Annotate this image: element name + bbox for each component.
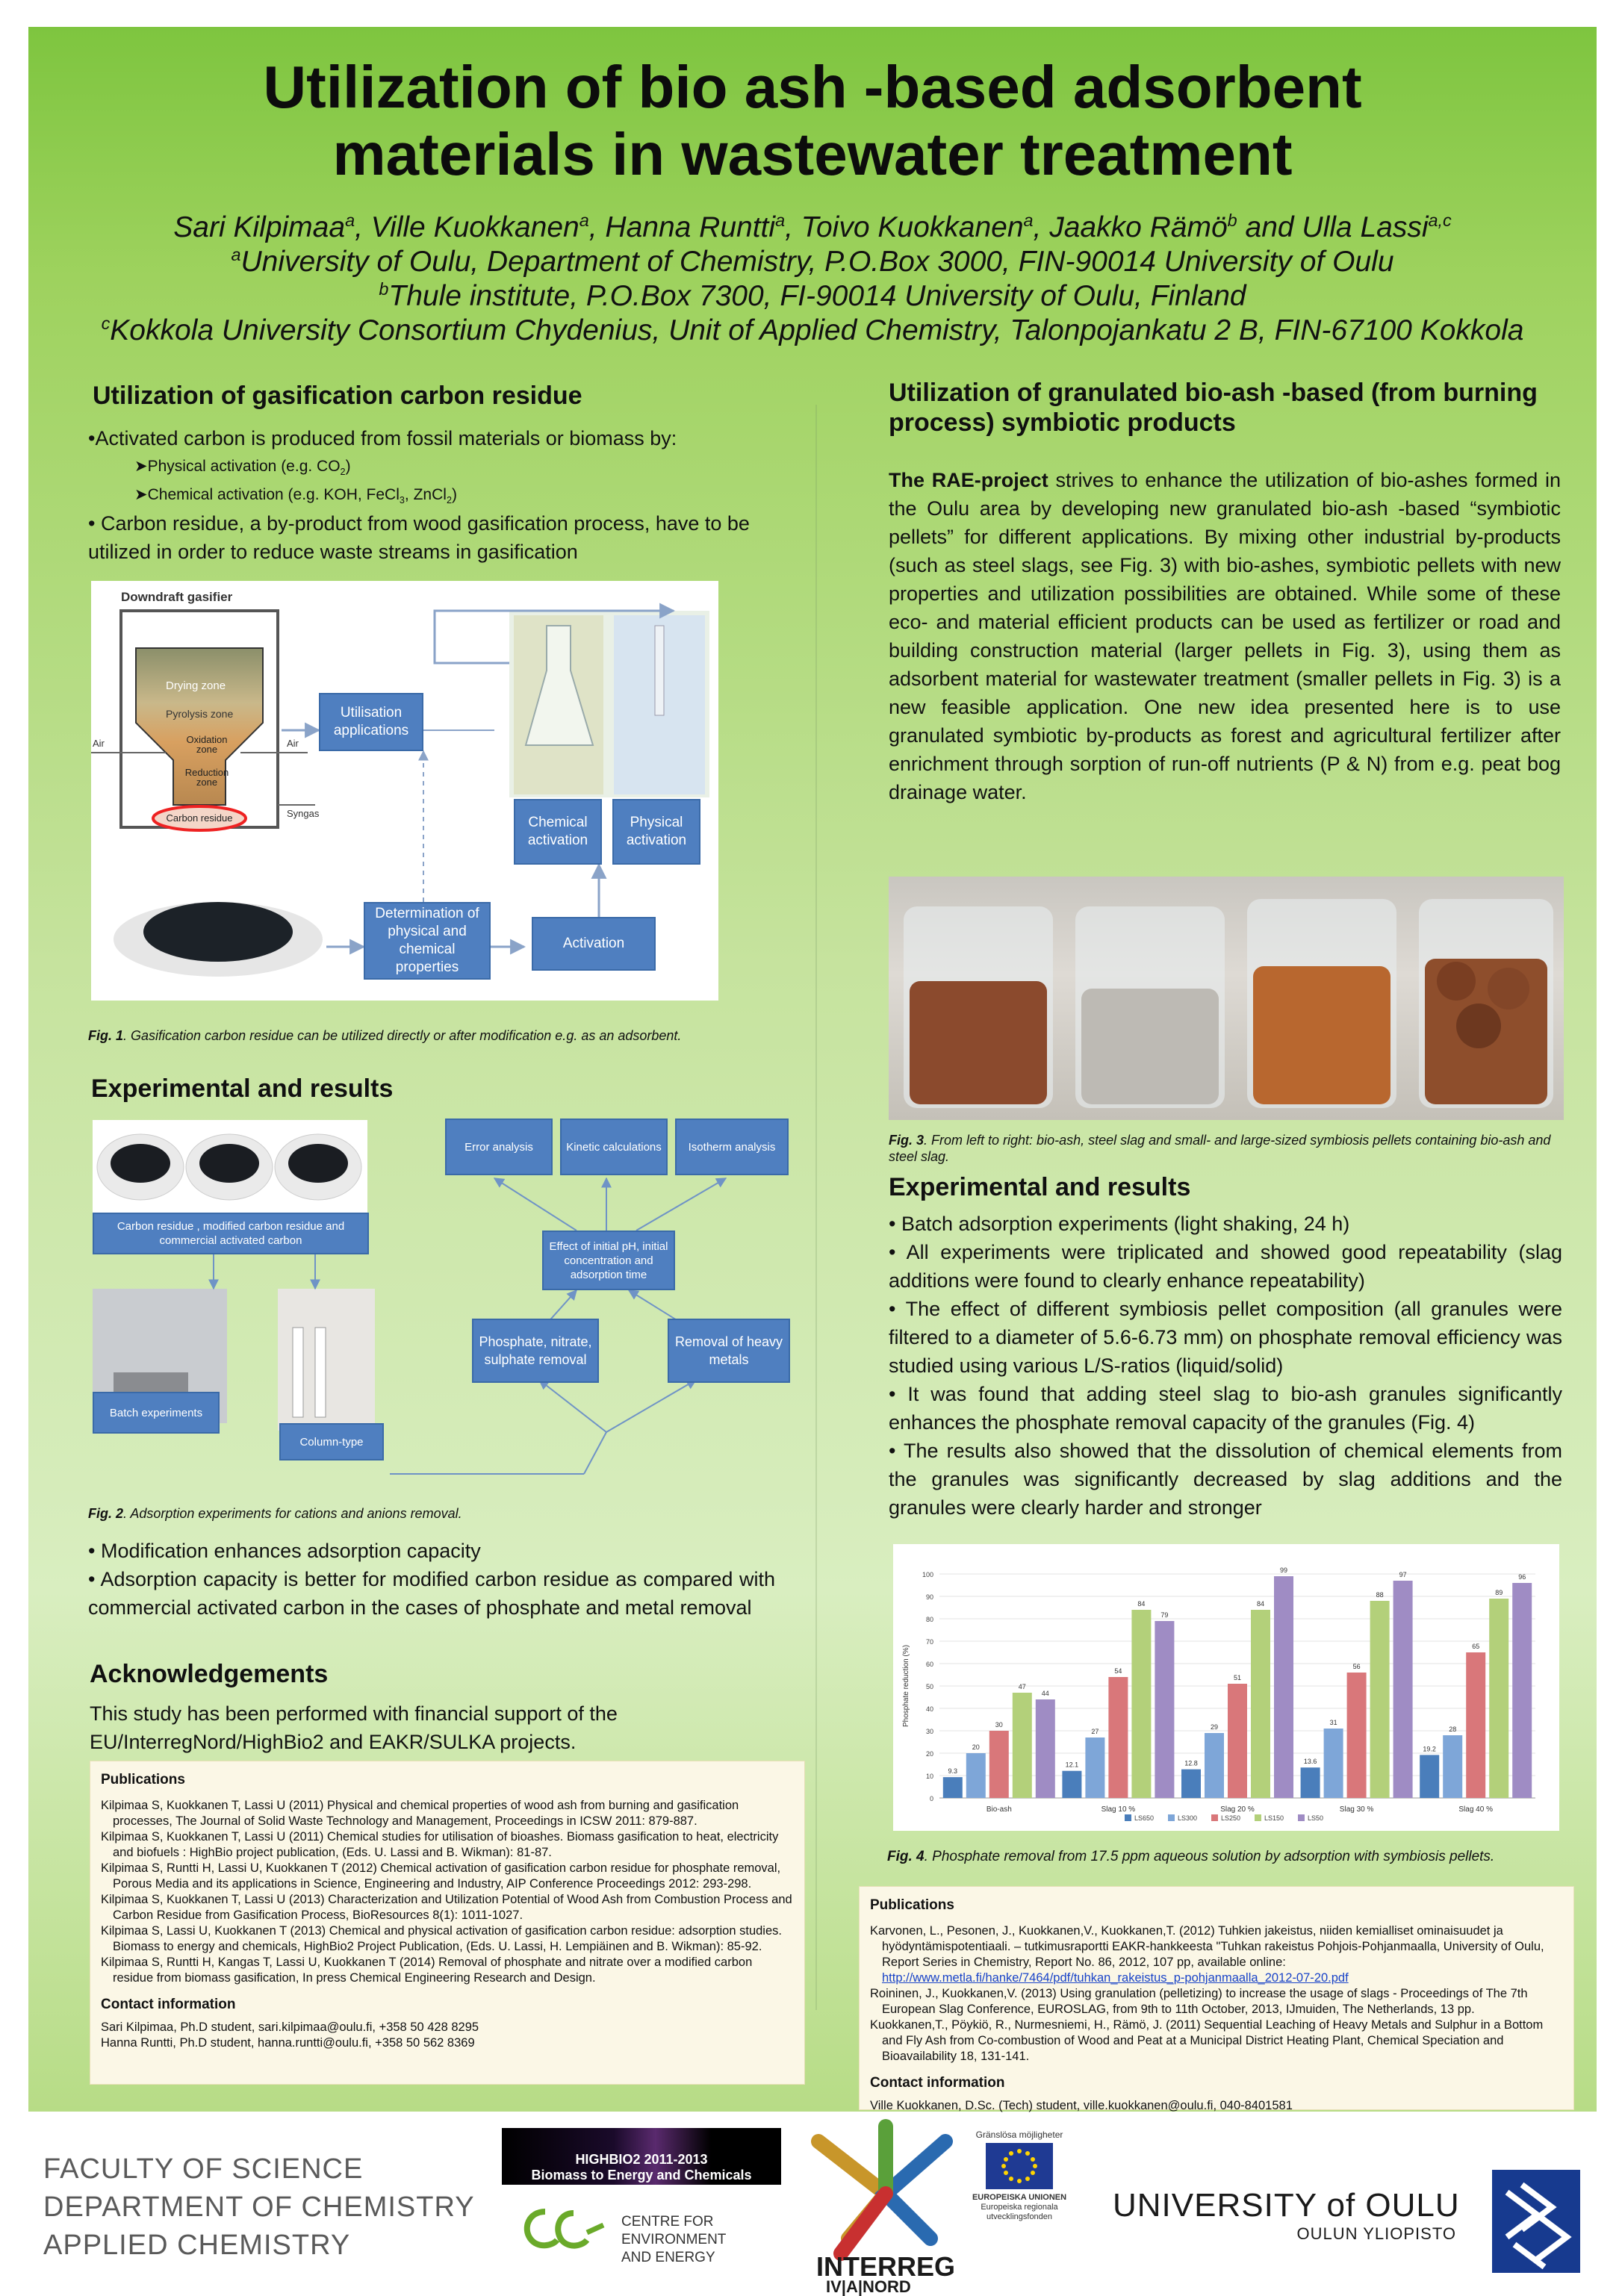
section-heading-experimental-left: Experimental and results (91, 1074, 394, 1103)
box-utilisation: Utilisation applications (319, 693, 423, 751)
zone-drying: Drying zone (166, 679, 226, 692)
interreg-subtext: IV|A|NORD (826, 2277, 911, 2296)
data-label: 12.1 (1065, 1761, 1079, 1769)
bar-LS50-4 (1512, 1583, 1532, 1798)
bar-LS50-3 (1393, 1581, 1413, 1798)
zone-reduction: Reduction zone (184, 767, 229, 788)
x-tick-label: Bio-ash (986, 1805, 1012, 1814)
capacity-bullet: • Adsorption capacity is better for modified carbon residue as compared with commercial activated carbon in the cases of phosphate and metal removal (88, 1568, 775, 1619)
zone-carbon-residue: Carbon residue (166, 812, 233, 824)
phosphate-removal-chart (893, 1544, 1559, 1831)
bar-LS300-0 (966, 1753, 986, 1798)
tube-icon (655, 626, 664, 715)
results-bullets (889, 1210, 1562, 1522)
pub-right-1: Karvonen, L., Pesonen, J., Kuokkanen,V., Kuokkanen,T. (2012) Tuhkien jakeistus, niiden kemialliset ominaisuudet ja hyödyntämispotentiaali. – tutkimusraportti EAKR-hankkeesta "Tuhkan rakeistus Pohjois-Pohjanmaalla, University of Oulu, Report Series in Chemistry, Report No. 86, 2012, 107 pp, available online: (870, 1924, 1544, 1969)
data-label: 44 (1041, 1690, 1049, 1697)
result-bullet-2: • All experiments were triplicated and showed good repeatability (slag additions were found to clearly enhance repeatability) (889, 1241, 1562, 1292)
eu-text-2: Europeiska regionala (981, 2203, 1058, 2212)
box-chemical-activation: Chemical activation (514, 799, 602, 865)
cee-logo (515, 2203, 769, 2265)
bar-LS250-3 (1347, 1673, 1367, 1798)
legend-swatch (1168, 1814, 1175, 1821)
modification-text (88, 1537, 775, 1622)
faculty-line-1: FACULTY OF SCIENCE (43, 2153, 364, 2185)
poster-background (28, 27, 1597, 2112)
pub-left-4: Kilpimaa S, Kuokkanen T, Lassi U (2013) Characterization and Utilization Potential of Wood Ash from Combustion Process and Carbon Residue from Gasification Process, BioResources 8(1): 1011-1027. (101, 1893, 792, 1922)
author-6: and Ulla Lassi (1245, 211, 1429, 243)
university-emblem-icon (1492, 2170, 1580, 2273)
box-kinetic: Kinetic calculations (560, 1119, 668, 1175)
interreg-emblem (796, 2119, 975, 2261)
figure-4-chart (893, 1544, 1559, 1831)
author-3: Hanna Runtti (605, 211, 776, 243)
figure-2 (91, 1119, 811, 1489)
bar-LS150-3 (1370, 1601, 1390, 1798)
zone-pyrolysis: Pyrolysis zone (166, 708, 234, 720)
y-tick-label: 30 (925, 1728, 933, 1735)
box-batch: Batch experiments (93, 1392, 220, 1434)
figure-3-caption: Fig. 3. From left to right: bio-ash, steel slag and small- and large-sized symbiosis pellets containing bio-ash and steel slag. (889, 1133, 1551, 1164)
data-label: 19.2 (1423, 1745, 1436, 1753)
pub-left-6: Kilpimaa S, Runtti H, Kangas T, Lassi U, Kuokkanen T (2014) Removal of phosphate and nitrate over a modified carbon residue from biomass gasification, In press Chemical Engineering Research and Design. (101, 1956, 753, 1985)
column-divider (815, 405, 817, 2010)
author-5: Jaakko Rämö (1049, 211, 1228, 243)
y-tick-label: 0 (929, 1795, 933, 1802)
figure-1 (91, 581, 718, 1001)
bar-LS300-4 (1443, 1735, 1462, 1798)
affiliation-a: $^a$University of Oulu, Department of Chemistry, P.O.Box 3000, FIN-90014 University of Oulu (231, 245, 1394, 278)
data-label: 84 (1256, 1600, 1265, 1608)
box-activation: Activation (532, 917, 656, 971)
author-block (28, 211, 1597, 348)
faculty-line-2: DEPARTMENT OF CHEMISTRY (43, 2191, 475, 2223)
publications-right-title: Publications (870, 1897, 954, 1913)
bar-LS650-3 (1301, 1767, 1320, 1798)
publications-right (859, 1886, 1574, 2110)
data-label: 47 (1018, 1683, 1026, 1690)
pub-right-link[interactable]: http://www.metla.fi/hanke/7464/pdf/tuhkan_rakeistus_p-pohjanmaalla_2012-07-20.pdf (882, 1971, 1349, 1985)
box-error-analysis: Error analysis (445, 1119, 553, 1175)
data-label: 96 (1518, 1573, 1526, 1581)
data-label: 79 (1160, 1611, 1169, 1619)
box-column-type: Column-type (279, 1423, 384, 1460)
university-emblem (1492, 2170, 1580, 2273)
section-heading-granulated: Utilization of granulated bio-ash -based (from burning process) symbiotic products (889, 379, 1538, 437)
eu-logo (971, 2129, 1068, 2241)
y-tick-label: 90 (925, 1593, 933, 1601)
activated-carbon-text: •Activated carbon is produced from fossil materials or biomass by: (88, 427, 677, 449)
data-label: 27 (1091, 1728, 1099, 1735)
data-label: 65 (1472, 1643, 1480, 1650)
pub-right-3: Kuokkanen,T., Pöykiö, R., Nurmesniemi, H., Rämö, J. (2011) Sequential Leaching of Heavy Metals and Sulphur in a Bottom and Fly Ash from Co-combustion of Wood and Peat at a Municipal District Heating Plant, Chemical Speciation and Bioavailability 18, 131-141. (870, 2018, 1544, 2063)
gasifier-title: Downdraft gasifier (121, 590, 233, 604)
pub-left-3: Kilpimaa S, Runtti H, Lassi U, Kuokkanen T (2012) Chemical activation of gasification carbon residue for phosphate removal, Porous Media and its applications in Science, Engineering and Industry, AIP Conference Proceedings 2012: 293-298. (101, 1861, 781, 1891)
box-determination: Determination of physical and chemical properties (364, 902, 491, 980)
y-tick-label: 70 (925, 1638, 933, 1646)
bar-LS150-0 (1013, 1693, 1032, 1798)
box-physical-activation: Physical activation (612, 799, 700, 865)
box-isotherm: Isotherm analysis (675, 1119, 789, 1175)
box-carbon-residue: Carbon residue , modified carbon residue and commercial activated carbon (93, 1213, 369, 1254)
bar-LS650-1 (1062, 1771, 1081, 1798)
faculty-line-3: APPLIED CHEMISTRY (43, 2230, 351, 2261)
acknowledgement-text: This study has been performed with financial support of the EU/InterregNord/HighBio2 and EAKR/SULKA projects. (90, 1702, 618, 1753)
poster-title (28, 54, 1597, 188)
data-label: 97 (1399, 1571, 1407, 1578)
faculty-block (43, 2150, 475, 2265)
intro-text (88, 424, 775, 566)
section-heading-acknowledgements: Acknowledgements (90, 1660, 329, 1688)
title-line-2: materials in wastewater treatment (332, 121, 1293, 187)
data-label: 54 (1114, 1667, 1122, 1675)
box-phosphate: Phosphate, nitrate, sulphate removal (472, 1319, 599, 1383)
university-logo (1113, 2188, 1471, 2244)
bar-LS650-2 (1181, 1770, 1201, 1798)
carbon-pile (143, 902, 293, 962)
eu-text-1: EUROPEISKA UNIONEN (972, 2193, 1067, 2202)
bar-LS250-4 (1466, 1652, 1485, 1798)
bar-LS300-1 (1085, 1737, 1104, 1798)
y-tick-label: 60 (925, 1661, 933, 1668)
data-label: 99 (1279, 1567, 1288, 1574)
eu-slogan: Gränslösa möjligheter (975, 2129, 1063, 2140)
carbon-residue-text: • Carbon residue, a by-product from wood gasification process, have to be utilized in order to reduce waste streams in gasification (88, 512, 750, 563)
legend-label: LS300 (1178, 1814, 1198, 1822)
legend-label: LS50 (1308, 1814, 1324, 1822)
y-tick-label: 80 (925, 1616, 933, 1623)
cee-logo-icon (515, 2203, 605, 2255)
cee-text: CENTRE FOR ENVIRONMENT AND ENERGY (621, 2214, 727, 2265)
bar-LS650-4 (1420, 1755, 1439, 1798)
legend-swatch (1125, 1814, 1131, 1821)
pub-left-1: Kilpimaa S, Kuokkanen T, Lassi U (2011) Physical and chemical properties of wood ash from burning and gasification processes, The Journal of Solid Waste Technology and Management, Proceedings in ICSW 2011: 879-887. (101, 1799, 739, 1828)
bar-LS50-1 (1155, 1621, 1174, 1798)
bar-LS150-2 (1251, 1610, 1270, 1798)
data-label: 84 (1137, 1600, 1146, 1608)
data-label: 9.3 (948, 1767, 958, 1776)
result-bullet-1: • Batch adsorption experiments (light shaking, 24 h) (889, 1213, 1350, 1235)
air-label-right: Air (287, 738, 299, 749)
zone-oxidation: Oxidation zone (186, 734, 228, 755)
legend-label: LS150 (1264, 1814, 1284, 1822)
contact-left-2: Hanna Runtti, Ph.D student, hanna.runtti@oulu.fi, +358 50 562 8369 (101, 2036, 475, 2050)
contact-left-1: Sari Kilpimaa, Ph.D student, sari.kilpimaa@oulu.fi, +358 50 428 8295 (101, 2020, 479, 2034)
bullet-physical: ➤Physical activation (e.g. $CO_2$) (134, 458, 351, 478)
highbio-line-1: HIGHBIO2 2011-2013 (575, 2152, 708, 2167)
bar-LS300-3 (1324, 1729, 1343, 1798)
box-effect: Effect of initial pH, initial concentration and adsorption time (542, 1231, 675, 1290)
highbio-logo (502, 2128, 781, 2185)
figure-1-caption: Fig. 1. Gasification carbon residue can be utilized directly or after modification e.g. as an adsorbent. (88, 1028, 682, 1043)
eu-text-3: utvecklingsfonden (986, 2212, 1053, 2221)
bar-LS650-0 (943, 1777, 963, 1798)
contact-right-title: Contact information (870, 2075, 1005, 2091)
legend-swatch (1298, 1814, 1305, 1821)
bar-LS150-4 (1489, 1599, 1508, 1798)
figure-2-caption: Fig. 2. Adsorption experiments for cations and anions removal. (88, 1506, 462, 1521)
x-tick-label: Slag 10 % (1101, 1805, 1136, 1814)
x-tick-label: Slag 30 % (1339, 1805, 1374, 1814)
rae-text: The RAE-project strives to enhance the utilization of bio-ashes formed in the Oulu area by developing new granulated bio-ash -based “symbiotic pellets” for different applications. By mixing other industrial by-products (such as steel slags, see Fig. 3) with bio-ashes, symbiotic pellets with new properties and utilization possibilities are obtained. While some of these eco- and material efficient products can be used as fertilizer or road and building construction material (larger pellets in Fig. 3), using them as adsorbent material for wastewater treatment (smaller pellets in Fig. 3) is a new feasible application. One new idea presented here is to use granulated symbiotic by-products as forest and agricultural fertilizer after enrichment through sorption of run-off nutrients (P & N) from e.g. peat bog drainage water. (889, 469, 1561, 803)
interreg-text: INTERREG (815, 2251, 955, 2282)
data-label: 31 (1329, 1719, 1337, 1726)
legend-swatch (1211, 1814, 1218, 1821)
result-bullet-4: • It was found that adding steel slag to bio-ash granules significantly enhances the phosphate removal capacity of the granules (Fig. 4) (889, 1383, 1562, 1434)
bullet-chemical: ➤Chemical activation (e.g. KOH, FeCl$_3$, ZnCl$_2$) (134, 486, 457, 506)
y-tick-label: 10 (925, 1773, 933, 1780)
y-tick-label: 100 (922, 1571, 933, 1578)
section-heading-experimental-right: Experimental and results (889, 1173, 1191, 1201)
data-label: 28 (1449, 1726, 1457, 1733)
data-label: 51 (1233, 1674, 1242, 1681)
figure-3-photo (889, 877, 1564, 1120)
modification-bullet: • Modification enhances adsorption capacity (88, 1540, 481, 1562)
data-label: 89 (1495, 1589, 1503, 1596)
interreg-logo (796, 2119, 975, 2294)
university-name: UNIVERSITY of OULU (1113, 2187, 1460, 2224)
highbio-line-2: Biomass to Energy and Chemicals (531, 2168, 752, 2183)
bar-LS50-0 (1036, 1699, 1055, 1798)
author-1: Sari Kilpimaa (173, 211, 346, 243)
legend-label: LS650 (1134, 1814, 1155, 1822)
data-label: 30 (995, 1721, 1003, 1729)
section-heading-gasification: Utilization of gasification carbon residue (93, 382, 582, 410)
small-pellets-sample (1253, 966, 1390, 1104)
bar-LS250-1 (1108, 1677, 1128, 1798)
data-label: 29 (1210, 1723, 1219, 1731)
data-label: 56 (1352, 1663, 1361, 1670)
y-axis-label: Phosphate reduction (%) (902, 1644, 910, 1728)
data-label: 13.6 (1303, 1758, 1317, 1766)
result-bullet-5: • The results also showed that the dissolution of chemical elements from the granules was significantly decreased by slag additions and the granules were clearly harder and stronger (889, 1440, 1562, 1519)
university-name-fi: OULUN YLIOPISTO (1296, 2224, 1456, 2243)
air-label-left: Air (93, 738, 105, 749)
eu-flag-icon (986, 2143, 1053, 2189)
bar-LS150-1 (1131, 1610, 1151, 1798)
legend-label: LS250 (1221, 1814, 1241, 1822)
bio-ash-sample (910, 981, 1047, 1104)
sample-dish-2 (199, 1144, 259, 1183)
author-names: Sari Kilpimaa$^a$, Ville Kuokkanen$^a$, Hanna Runtti$^a$, Toivo Kuokkanen$^a$, Jaakko Rämö$^b$ and Ulla Lassi$^{a,c}$ (173, 211, 1452, 243)
sample-dish-1 (111, 1144, 170, 1183)
pub-left-5: Kilpimaa S, Lassi U, Kuokkanen T (2013) Chemical and physical activation of gasification carbon residue: adsorption studies. Biomass to energy and chemicals, HighBio2 Project Publication, (Eds. U. Lassi, H. Lempiäinen and B. Wikman): 85-92. (101, 1924, 782, 1953)
bar-LS300-2 (1205, 1733, 1224, 1798)
affiliation-b: $^b$Thule institute, P.O.Box 7300, FI-90014 University of Oulu, Finland (379, 279, 1246, 312)
box-heavy-metals: Removal of heavy metals (668, 1319, 790, 1383)
steel-slag-sample (1081, 989, 1219, 1104)
title-line-1: Utilization of bio ash -based adsorbent (263, 54, 1362, 120)
bar-LS250-2 (1228, 1684, 1247, 1798)
author-2: Ville Kuokkanen (370, 211, 579, 243)
y-tick-label: 40 (925, 1705, 933, 1713)
result-bullet-3: • The effect of different symbiosis pellet composition (all granules were filtered to a diameter of 5.6-6.73 mm) on phosphate removal efficiency was studied using various L/S-ratios (liquid/solid) (889, 1298, 1562, 1377)
bar-LS50-2 (1274, 1576, 1293, 1798)
y-tick-label: 20 (925, 1750, 933, 1758)
sample-dish-3 (288, 1144, 348, 1183)
publications-left-title: Publications (101, 1772, 185, 1788)
syngas-label: Syngas (287, 808, 320, 819)
publications-left (90, 1761, 805, 2085)
figure-3-illustration (889, 877, 1564, 1120)
legend-swatch (1255, 1814, 1261, 1821)
pub-left-2: Kilpimaa S, Kuokkanen T, Lassi U (2011) Chemical studies for utilisation of bioashes. Biomass gasification to heat, electricity and biofuels : HighBio project publication, (Eds. U. Lassi and B. Wikman): 81-87. (101, 1830, 779, 1859)
pub-right-2: Roininen, J., Kuokkanen,V. (2013) Using granulation (pelletizing) to increase the usage of slags - Proceedings of The 7th European Slag Conference, EUROSLAG, from 9th to 11th October, 2013, IJmuiden, The Netherlands, 13 pp. (870, 1987, 1528, 2016)
data-label: 12.8 (1184, 1759, 1198, 1767)
bar-LS250-0 (989, 1731, 1009, 1798)
data-label: 88 (1376, 1591, 1384, 1599)
figure-4-caption: Fig. 4. Phosphate removal from 17.5 ppm aqueous solution by adsorption with symbiosis pellets. (887, 1849, 1495, 1864)
affiliation-c: $^c$Kokkola University Consortium Chydenius, Unit of Applied Chemistry, Talonpojankatu 2 B, FIN-67100 Kokkola (101, 314, 1524, 346)
contact-left-title: Contact information (101, 1997, 236, 2012)
author-4: Toivo Kuokkanen (801, 211, 1024, 243)
contact-right: Ville Kuokkanen, D.Sc. (Tech) student, ville.kuokkanen@oulu.fi, 040-8401581 (870, 2099, 1293, 2112)
data-label: 20 (972, 1743, 980, 1751)
x-tick-label: Slag 20 % (1220, 1805, 1255, 1814)
x-tick-label: Slag 40 % (1458, 1805, 1493, 1814)
y-tick-label: 50 (925, 1683, 933, 1690)
